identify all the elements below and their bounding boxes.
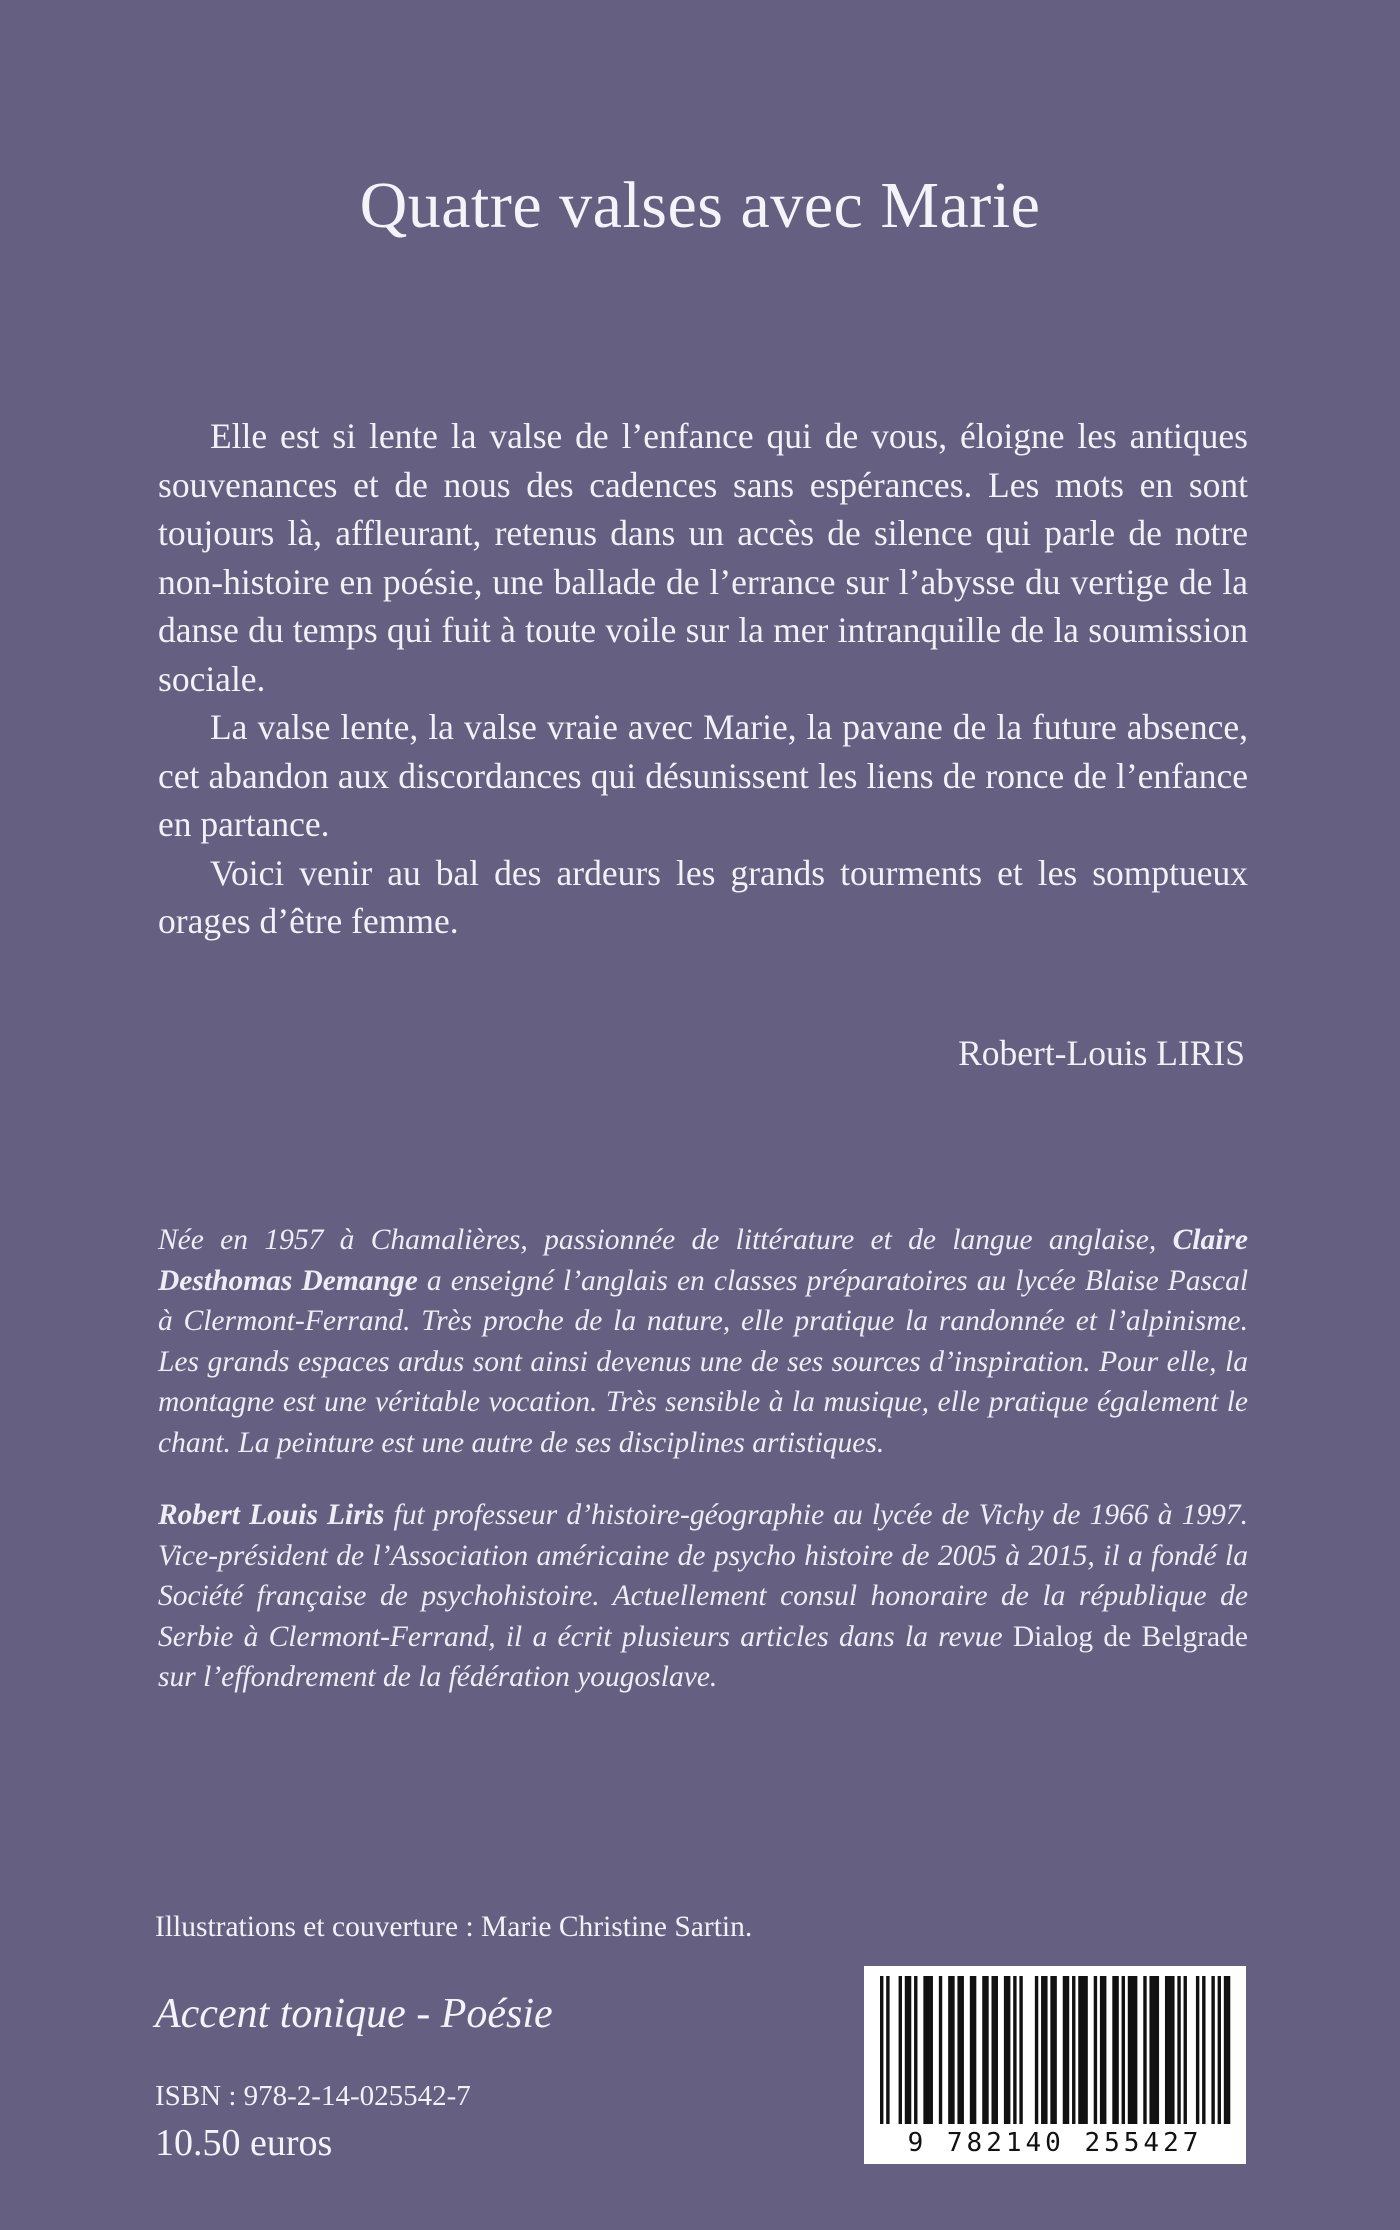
barcode-bar: [880, 1976, 883, 2124]
barcode-bar: [1100, 1976, 1103, 2124]
blurb-paragraph-3: Voici venir au bal des ardeurs les grands tourments et les somptueux orages d’être femme.: [158, 852, 1248, 941]
barcode-bar: [1202, 1976, 1205, 2124]
barcode-bar: [948, 1976, 951, 2124]
barcode-bar: [1112, 1976, 1115, 2124]
barcode-bar: [930, 1976, 933, 2124]
barcode-bars: [864, 1966, 1246, 2126]
barcode-bar: [1013, 1976, 1016, 2124]
barcode-bar: [1115, 1976, 1118, 2124]
journal-name: Dialog de Belgrade: [1012, 1620, 1248, 1653]
bio1-text: a enseigné l’anglais en classes préparatoires au lycée Blaise Pascal à Clermont-Ferrand. Très proche de la nature, elle pratique la randonnée et l’alpinisme. Les grands espaces ardus sont ainsi devenus une de ses sources d’inspiration. Pour elle, la montagne est une véritable vocation. Très sensible à la musique, elle pratique également le chant. La peinture est une autre de ses disciplines artistiques.: [158, 1264, 1249, 1459]
barcode-bar: [1007, 1976, 1010, 2124]
barcode-bar: [961, 1976, 964, 2124]
barcode-digits: 9 782140 255427: [907, 2128, 1203, 2158]
barcode-bar: [1131, 1976, 1134, 2124]
author-bios: [158, 1220, 1248, 1698]
barcode-bar: [1177, 1976, 1180, 2124]
barcode-bar: [1165, 1976, 1168, 2124]
barcode-bar: [1153, 1976, 1156, 2124]
barcode-bar: [1149, 1976, 1152, 2124]
barcode-bar: [1211, 1976, 1214, 2124]
barcode-bar: [1196, 1976, 1199, 2124]
barcode-bar: [1066, 1976, 1069, 2124]
barcode-bar: [1184, 1976, 1187, 2124]
barcode-bar: [985, 1976, 988, 2124]
bio2-text-1: fut professeur d’histoire-géographie au lycée de Vichy de 1966 à 1997. Vice-président de l’Association américaine de psycho histoire de 2005 à 2015, il a fondé la Société française de psychohistoire. Actuellement consul honoraire de la république de Serbie à Clermont-Ferrand, il a écrit plusieurs articles dans la revue: [158, 1499, 1249, 1653]
barcode-bar: [1218, 1976, 1221, 2124]
barcode-bar: [1041, 1976, 1044, 2124]
barcode-bar: [1171, 1976, 1174, 2124]
barcode-bar: [951, 1976, 954, 2124]
barcode-bar: [1227, 1976, 1230, 2124]
barcode-bar: [995, 1976, 998, 2124]
barcode-bar: [1156, 1976, 1159, 2124]
barcode-bar: [1078, 1976, 1081, 2124]
barcode-bar: [1063, 1976, 1066, 2124]
barcode-bar: [908, 1976, 911, 2124]
barcode: [864, 1966, 1246, 2164]
barcode-bar: [1004, 1976, 1007, 2124]
barcode-bar: [926, 1976, 929, 2124]
barcode-bar: [992, 1976, 995, 2124]
author-bio-demange: [158, 1220, 1248, 1463]
barcode-bar: [886, 1976, 889, 2124]
blurb-paragraph-2: La valse lente, la valse vraie avec Marie, la pavane de la future absence, cet abandon aux discordances qui désunissent les liens de ronce de l’enfance en partance.: [158, 707, 1248, 844]
barcode-bar: [1084, 1976, 1087, 2124]
author-name-liris: Robert Louis Liris: [158, 1499, 385, 1531]
collection-name: Accent tonique - Poésie: [155, 1991, 553, 2037]
barcode-bar: [1050, 1976, 1053, 2124]
barcode-bar: [1072, 1976, 1075, 2124]
back-cover-blurb: [158, 412, 1248, 946]
barcode-bar: [899, 1976, 902, 2124]
barcode-bar: [905, 1976, 908, 2124]
author-name-demange: Claire Desthomas Demange: [158, 1224, 1248, 1297]
blurb-signature: Robert-Louis LIRIS: [958, 1033, 1245, 1073]
blurb-paragraph-1: Elle est si lente la valse de l’enfance qui de vous, éloigne les antiques souvenances et de nous des cadences sans espérances. Les mots en sont toujours là, affleurant, retenus dans un accès de silence qui parle de notre non-histoire en poésie, une ballade de l’errance sur l’abysse du vertige de la danse du temps qui fuit à toute voile sur la mer intranquille de la soumission sociale.: [158, 416, 1248, 699]
barcode-bar: [1224, 1976, 1227, 2124]
barcode-bar: [939, 1976, 942, 2124]
barcode-bar: [1143, 1976, 1146, 2124]
barcode-bar: [957, 1976, 960, 2124]
barcode-bar: [1122, 1976, 1125, 2124]
barcode-bar: [970, 1976, 973, 2124]
barcode-bar: [1103, 1976, 1106, 2124]
barcode-bar: [1044, 1976, 1047, 2124]
book-title: Quatre valses avec Marie: [359, 169, 1041, 242]
barcode-bar: [982, 1976, 985, 2124]
barcode-bar: [1134, 1976, 1137, 2124]
author-bio-liris: [158, 1495, 1248, 1698]
barcode-bar: [1035, 1976, 1038, 2124]
isbn-number: ISBN : 978-2-14-025542-7: [155, 2080, 471, 2112]
barcode-bar: [973, 1976, 976, 2124]
barcode-bar: [1019, 1976, 1022, 2124]
barcode-bar: [1081, 1976, 1084, 2124]
barcode-bar: [1128, 1976, 1131, 2124]
barcode-bar: [1168, 1976, 1171, 2124]
barcode-bar: [923, 1976, 926, 2124]
bio2-text-2: sur l’effondrement de la fédération yougoslave.: [158, 1661, 718, 1693]
illustration-credits: Illustrations et couverture : Marie Christine Sartin.: [155, 1911, 753, 1943]
barcode-bar: [1053, 1976, 1056, 2124]
price: 10.50 euros: [155, 2122, 333, 2164]
barcode-bar: [914, 1976, 917, 2124]
barcode-bar: [1094, 1976, 1097, 2124]
bio1-intro: Née en 1957 à Chamalières, passionnée de littérature et de langue anglaise,: [158, 1224, 1157, 1256]
